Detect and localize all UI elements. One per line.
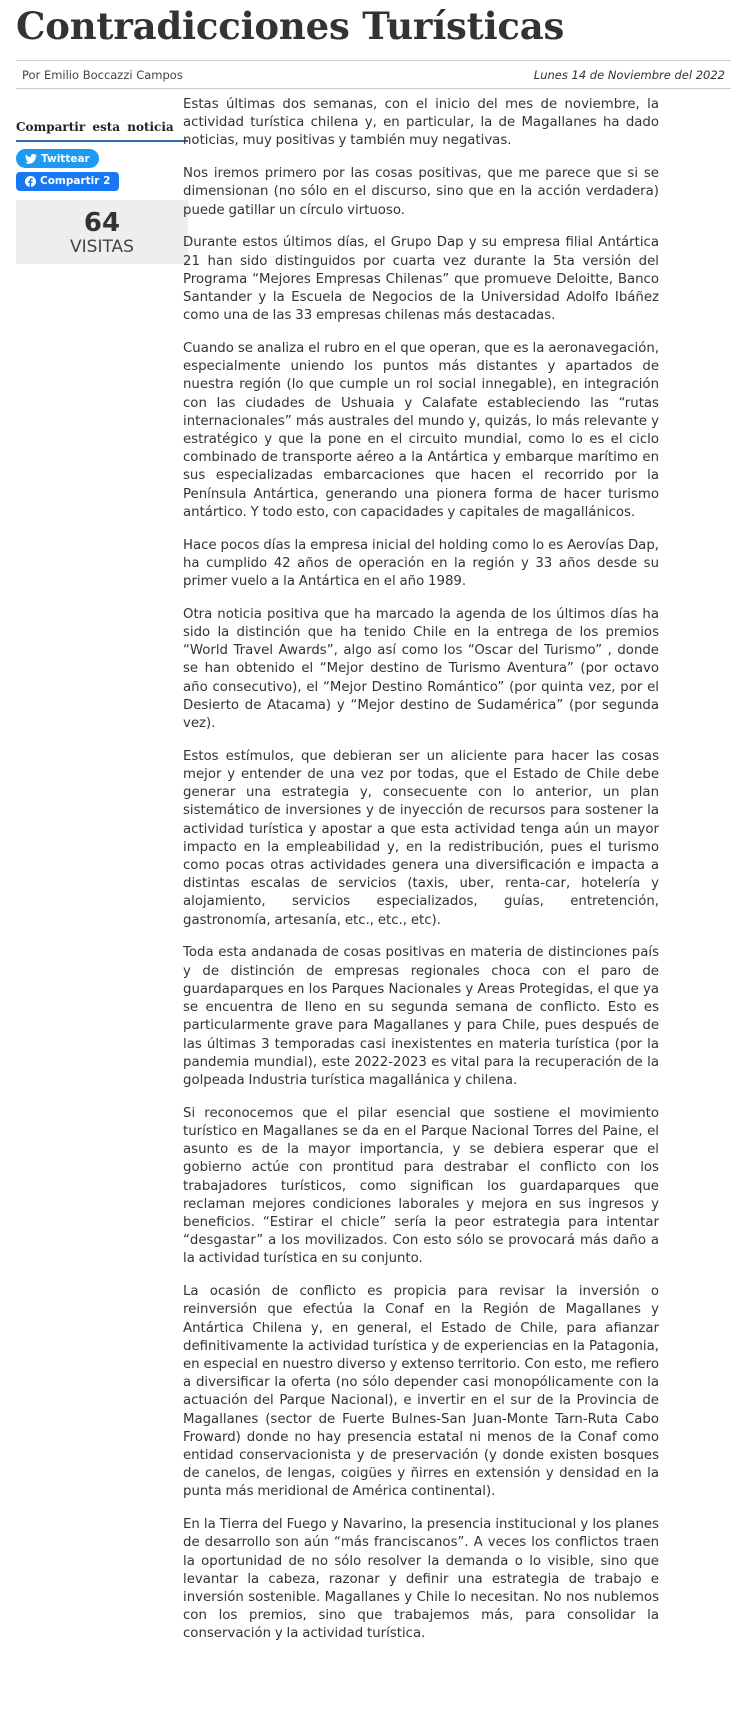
article-body (183, 96, 659, 1658)
article-paragraph: Si reconocemos que el pilar esencial que sostiene el movimiento turístico en Magallanes se da en el Parque Nacional Torres del Paine, el asunto es de la mayor importancia, y se debiera esperar que el gobierno actúe con prontitud para destrabar el conflicto con los trabajadores turísticos, como significan los guardaparques que reclaman mejores condiciones laborales y mejora en sus ingresos y beneficios. “Estirar el chicle” sería la peor estrategia para intentar “desgastar” a los movilizados. Con esto sólo se provocará más daño a la actividad turística en su conjunto. (183, 1105, 659, 1267)
twitter-bird-icon (25, 154, 37, 164)
publish-date: Lunes 14 de Noviembre del 2022 (533, 67, 725, 82)
facebook-share-button[interactable] (16, 172, 119, 191)
facebook-share-label: Compartir 2 (40, 175, 111, 187)
article-paragraph: Durante estos últimos días, el Grupo Dap y su empresa filial Antártica 21 han sido distinguidos por cuarta vez durante la 5ta versión del Programa “Mejores Empresas Chilenas” que promueve Deloitte, Banco Santander y la Escuela de Negocios de la Universidad Adolfo Ibáñez como una de las 33 empresas chilenas más destacadas. (183, 235, 659, 324)
share-sidebar (16, 120, 188, 264)
twitter-share-label: Twittear (41, 152, 90, 165)
article-paragraph: Toda esta andanada de cosas positivas en materia de distinciones país y de distinción de empresas regionales choca con el paro de guardaparques en los Parques Nacionales y Areas Protegidas, el que ya se encuentra de lleno en su segunda semana de conflicto. Esto es particularmente grave para Magallanes y para Chile, pues después de las últimas 3 temporadas casi inexistentes en materia turística (por la pandemia mundial), este 2022-2023 es vital para la recuperación de la golpeada Industria turística magallánica y chilena. (183, 945, 659, 1088)
visits-count: 64 (83, 207, 121, 238)
article-paragraph: Nos iremos primero por las cosas positivas, que me parece que si se dimensionan (no sólo en el discurso, sino que en la acción verdadera) puede gatillar un círculo virtuoso. (183, 166, 659, 218)
article-paragraph: Otra noticia positiva que ha marcado la agenda de los últimos días ha sido la distinción que ha tenido Chile en la entrega de los premios “World Travel Awards”, algo así como los “Oscar del Turismo” , donde se han obtenido el “Mejor destino de Turismo Aventura” (por octavo año consecutivo), el “Mejor Destino Romántico” (por quinta vez, por el Desierto de Atacama) y “Mejor destino de Sudamérica” (por segunda vez). (183, 606, 659, 732)
article-paragraph: En la Tierra del Fuego y Navarino, la presencia institucional y los planes de desarrollo son aún “más franciscanos”. A veces los conflictos traen la oportunidad de no sólo resolver la demanda o lo visible, sino que levantar la cabeza, razonar y definir una estrategia de trabajo e inversión sostenible. Magallanes y Chile lo necesitan. No nos nublemos con los premios, sino que trabajemos más, para consolidar la conservación y la actividad turística. (183, 1517, 659, 1642)
page-title: Contradicciones Turísticas (16, 4, 565, 48)
article-paragraph: Estos estímulos, que debieran ser un aliciente para hacer las cosas mejor y entender de una vez por todas, que el Estado de Chile debe generar una estrategia y, consecuente con lo anterior, un plan sistemático de inversiones y de inyección de recursos para sostener la actividad turística y apostar a que esta actividad tenga aún un mayor impacto en la empleabilidad y, en la redistribución, pues el turismo como pocas otras actividades genera una diversificación e impacta a distintas escalas de servicios (taxis, uber, renta-car, hotelería y alojamiento, servicios especializados, guías, entretención, gastronomía, artesanía, etc., etc., etc). (183, 748, 659, 928)
article-paragraph: Hace pocos días la empresa inicial del holding como lo es Aerovías Dap, ha cumplido 42 años de operación en la región y 33 años desde su primer vuelo a la Antártica en el año 1989. (183, 537, 659, 590)
facebook-icon (25, 176, 36, 187)
visits-counter (16, 200, 188, 264)
byline-bar (16, 60, 731, 89)
article-paragraph: Estas últimas dos semanas, con el inicio del mes de noviembre, la actividad turística chilena y, en particular, la de Magallanes ha dado noticias, muy positivas y también muy negativas. (183, 97, 659, 149)
article-paragraph: La ocasión de conflicto es propicia para revisar la inversión o reinversión que efectúa la Conaf en la Región de Magallanes y Antártica Chilena y, en general, el Estado de Chile, para afianzar definitivamente la actividad turística y de experiencias en la Patagonia, en especial en nuestro diverso y extenso territorio. Con esto, me refiero a diversificar la oferta (no sólo depender casi monopólicamente con la actuación del Parque Nacional), e invertir en el sur de la Provincia de Magallanes (sector de Fuerte Bulnes-San Juan-Monte Tarn-Ruta Cabo Froward) donde no hay presencia estatal ni menos de la Conaf como entidad conservacionista y de preservación (y donde existen bosques de canelos, de lengas, coigües y ñirres en extensión y densidad en la punta más meridional de América continental). (183, 1284, 659, 1500)
twitter-share-button[interactable] (16, 149, 99, 168)
author-name: Por Emilio Boccazzi Campos (22, 67, 183, 82)
share-heading: Compartir esta noticia (16, 120, 188, 142)
visits-label: VISITAS (70, 236, 134, 257)
page (16, 0, 731, 89)
article-paragraph: Cuando se analiza el rubro en el que operan, que es la aeronavegación, especialmente uniendo los puntos más distantes y apartados de nuestra región (lo que cumple un rol social innegable), en integración con las ciudades de Ushuaia y Calafate estableciendo las “rutas internacionales” más australes del mundo y, quizás, lo más relevante y estratégico y que la pone en el circuito mundial, como lo es el ciclo combinado de transporte aéreo a la Antártica y embarque marítimo en sus especializadas embarcaciones que hacen el recorrido por la Península Antártica, generando una pionera forma de hacer turismo antártico. Y todo esto, con capacidades y capitales de magallánicos. (183, 341, 659, 520)
